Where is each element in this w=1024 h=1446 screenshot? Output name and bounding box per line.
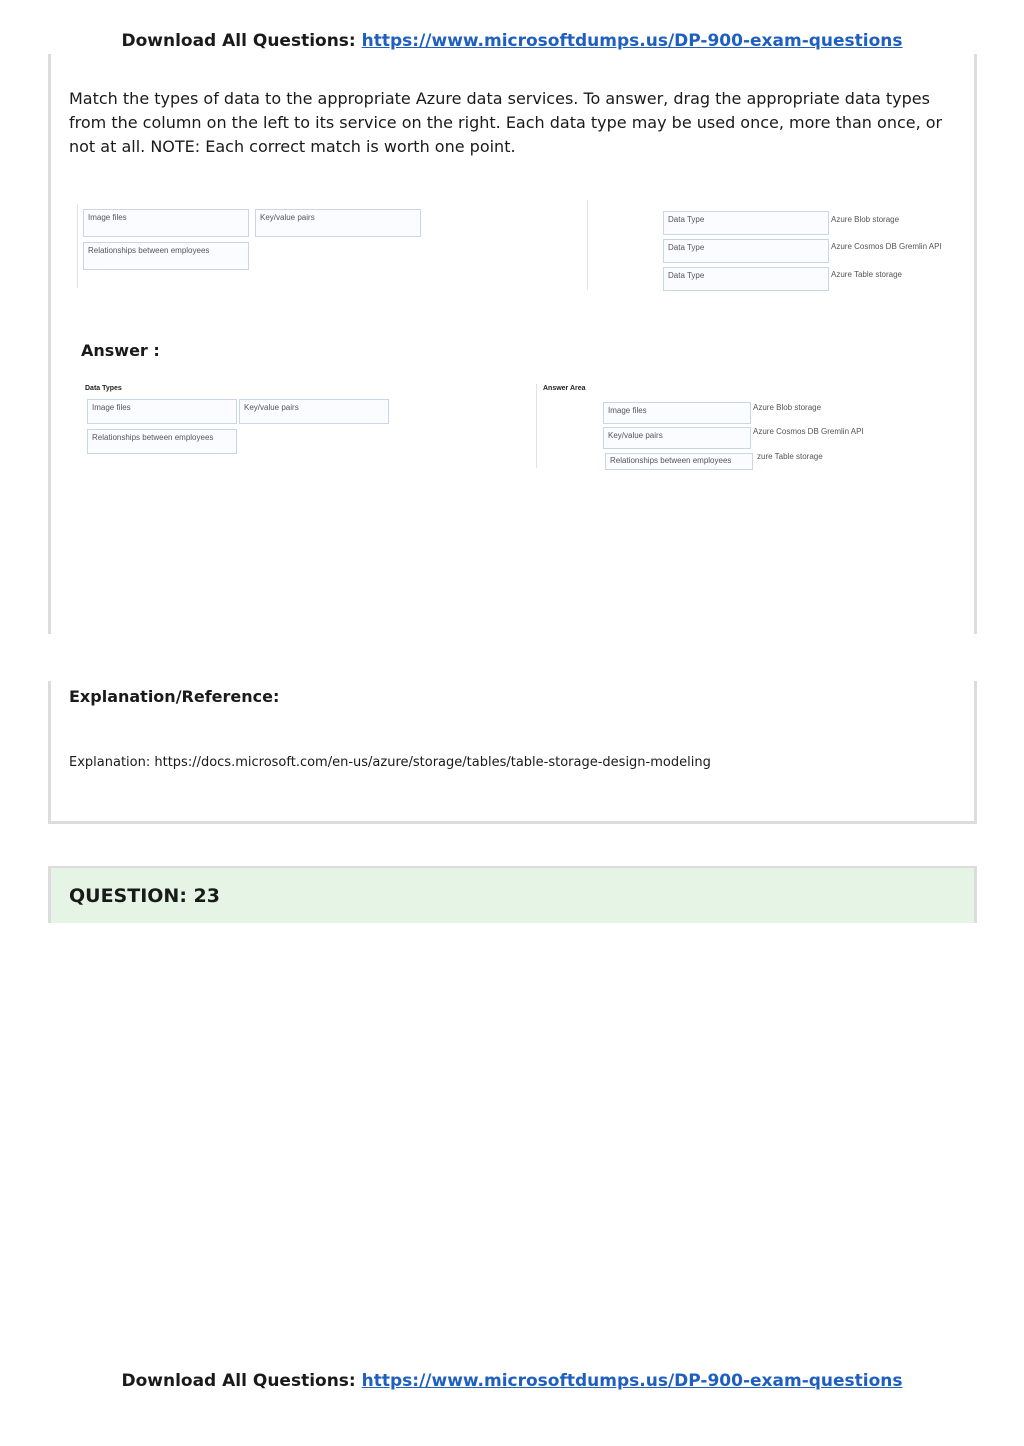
exhibit-service-blob: Azure Blob storage [831,215,900,224]
answer-data-type-keyvalue[interactable]: Key/value pairs [239,399,389,424]
download-bar-bottom [0,1371,1024,1391]
answer-slot-3[interactable]: Relationships between employees [605,453,753,470]
answer-slot-2[interactable]: Key/value pairs [603,427,751,449]
answer-divider [536,384,537,468]
question-number: QUESTION: 23 [69,885,220,907]
answer-slot-1[interactable]: Image files [603,402,751,424]
exhibit-data-type-keyvalue[interactable]: Key/value pairs [255,209,421,237]
answer-exhibit [85,382,895,470]
download-bar-top [0,31,1024,51]
exhibit-answer-slot-2[interactable]: Data Type [663,239,829,263]
exhibit-service-table: Azure Table storage [831,270,903,279]
answer-data-type-relationships[interactable]: Relationships between employees [87,429,237,454]
question-box [48,54,977,634]
question-header [48,866,977,923]
download-label: Download All Questions: [121,31,356,51]
answer-area-title: Answer Area [543,385,586,392]
explanation-title: Explanation/Reference: [69,687,280,706]
exhibit-answer-slot-3[interactable]: Data Type [663,267,829,291]
answer-service-blob: Azure Blob storage [753,403,822,412]
exhibit-data-type-image[interactable]: Image files [83,209,249,237]
download-link[interactable]: https://www.microsoftdumps.us/DP-900-exam-questions [361,1371,903,1391]
question-exhibit [77,194,947,294]
explanation-text: Explanation: https://docs.microsoft.com/en-us/azure/storage/tables/table-storage-design-modeling [69,755,711,770]
download-label: Download All Questions: [121,1371,356,1391]
exhibit-divider-right [587,200,588,290]
exhibit-data-type-relationships[interactable]: Relationships between employees [83,242,249,270]
answer-data-types-title: Data Types [85,385,122,392]
exhibit-service-cosmos: Azure Cosmos DB Gremlin API [831,242,942,251]
answer-service-table: zure Table storage [757,452,823,461]
answer-data-type-image[interactable]: Image files [87,399,237,424]
download-link[interactable]: https://www.microsoftdumps.us/DP-900-exam-questions [361,31,903,51]
explanation-box [48,681,977,824]
exhibit-divider [77,204,78,288]
exhibit-answer-slot-1[interactable]: Data Type [663,211,829,235]
question-text: Match the types of data to the appropriate Azure data services. To answer, drag the appropriate data types from the column on the left to its service on the right. Each data type may be used once, more than once, or not at all. NOTE: Each correct match is worth one point. [69,89,943,156]
answer-label: Answer : [81,341,160,360]
answer-service-cosmos: Azure Cosmos DB Gremlin API [753,427,864,436]
